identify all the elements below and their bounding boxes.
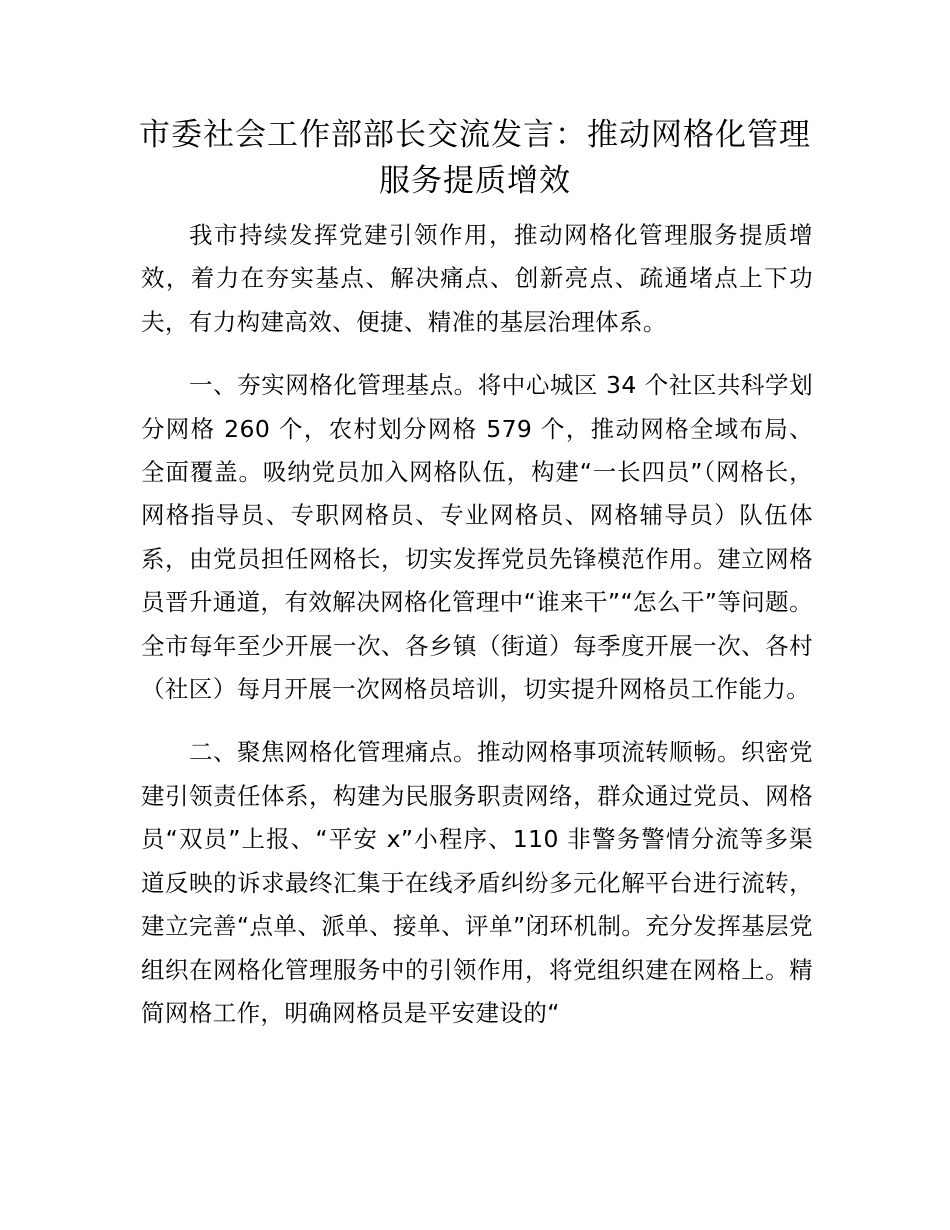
- paragraph-intro: 我市持续发挥党建引领作用，推动网格化管理服务提质增效，着力在夯实基点、解决痛点、创新亮点、疏通堵点上下功夫，有力构建高效、便捷、精准的基层治理体系。: [141, 221, 813, 336]
- paragraph-section-2: 二、聚焦网格化管理痛点。推动网格事项流转顺畅。织密党建引领责任体系，构建为民服务职责网络，群众通过党员、网格员“双员”上报、“平安 x”小程序、110 非警务警情分流等多渠道反映的诉求最终汇集于在线矛盾纠纷多元化解平台进行流转，建立完善“点单、派单、接单、评单”闭环机制。充分发挥基层党组织在网格化管理服务中的引领作用，将党组织建在网格上。精简网格工作，明确网格员是平安建设的“: [141, 738, 813, 1027]
- document-body: [141, 214, 813, 1055]
- paragraph-section-1: 一、夯实网格化管理基点。将中心城区 34 个社区共科学划分网格 260 个，农村划分网格 579 个，推动网格全域布局、全面覆盖。吸纳党员加入网格队伍，构建“一长四员”（网格长，网格指导员、专职网格员、专业网格员、网格辅导员）队伍体系，由党员担任网格长，切实发挥党员先锋模范作用。建立网格员晋升通道，有效解决网格化管理中“谁来干”“怎么干”等问题。全市每年至少开展一次、各乡镇（街道）每季度开展一次、各村（社区）每月开展一次网格员培训，切实提升网格员工作能力。: [141, 371, 813, 704]
- document-title: 市委社会工作部部长交流发言：推动网格化管理服务提质增效: [139, 117, 811, 199]
